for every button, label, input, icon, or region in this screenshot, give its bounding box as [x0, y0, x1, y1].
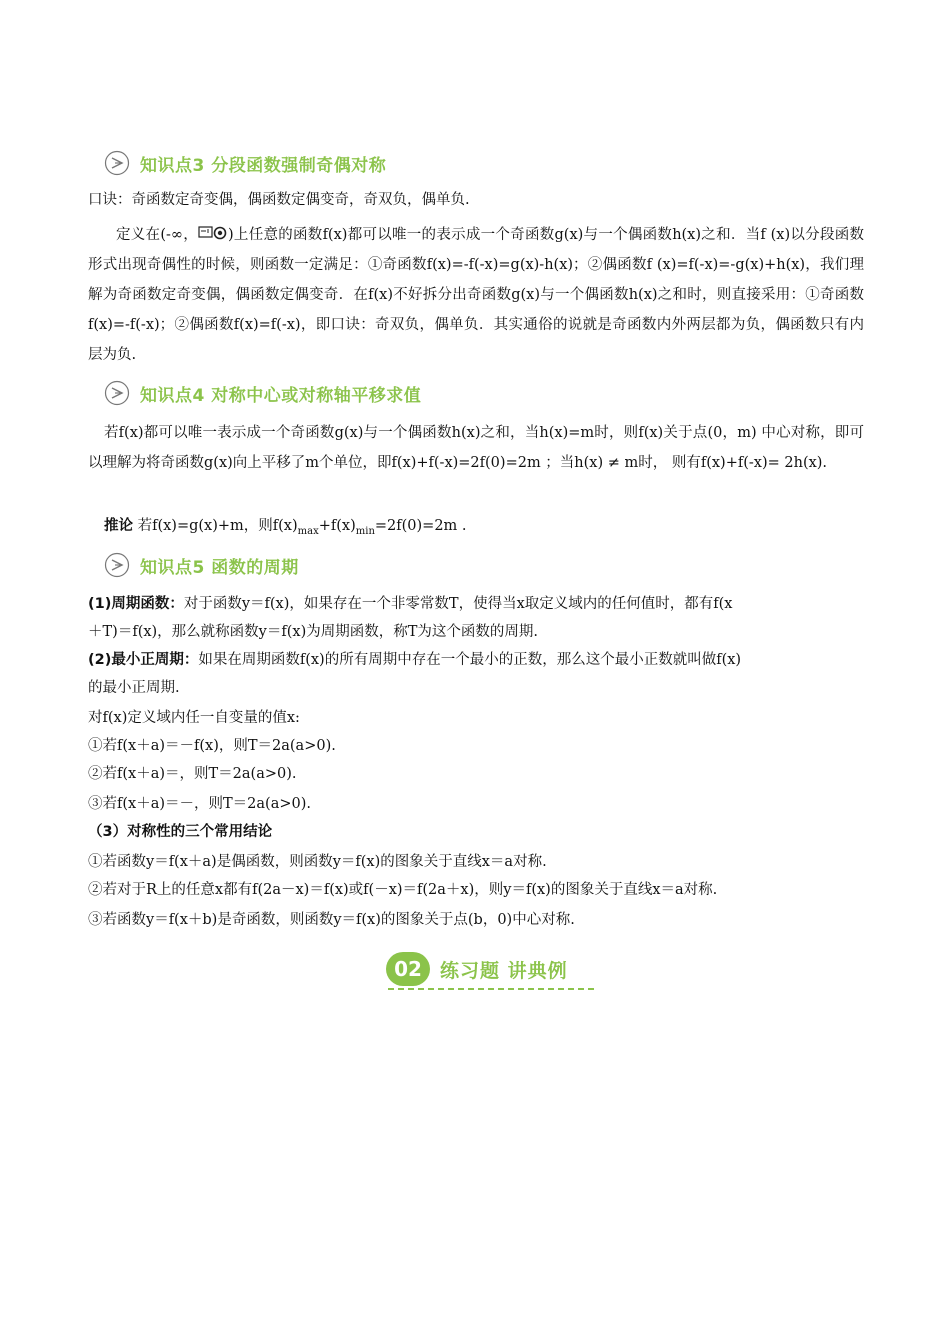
- period-rule-1: ①若f(x＋a)＝－f(x)，则T＝2a(a>0).: [88, 738, 336, 754]
- domain-note: 对f(x)定义域内任一自变量的值x:: [88, 710, 300, 726]
- section-4-title: 知识点4 对称中心或对称轴平移求值: [140, 385, 422, 406]
- period-rule-2: ②若f(x＋a)＝，则T＝2a(a>0).: [88, 766, 297, 782]
- symmetry-heading: （3）对称性的三个常用结论: [88, 824, 273, 840]
- arrow-circle-icon: [104, 552, 130, 578]
- arrow-circle-icon: [104, 380, 130, 406]
- badge-underline: [388, 988, 594, 990]
- symmetry-rule-3: ③若函数y＝f(x＋b)是奇函数，则函数y＝f(x)的图象关于点(b，0)中心对称.: [88, 912, 575, 928]
- period-rule-3: ③若f(x＋a)＝－，则T＝2a(a>0).: [88, 796, 311, 812]
- section-5-title: 知识点5 函数的周期: [140, 557, 299, 578]
- arrow-circle-icon: [104, 150, 130, 176]
- section-3-heading: [104, 148, 386, 178]
- section-4-corollary: 推论 若f(x)=g(x)+m，则$f(x)_{max}+f(x)_{min}=2f(0)=2m$ .: [104, 518, 467, 537]
- formula-image-icon: [198, 226, 228, 240]
- badge-title: 练习题 讲典例: [440, 959, 568, 982]
- section-4-paragraph: 若f(x)都可以唯一表示成一个奇函数g(x)与一个偶函数h(x)之和，当h(x)=m时，则f(x)关于点(0，m) 中心对称，即可以理解为将奇函数g(x)向上平移了m个单位，即f(x)+f(-x)=2f(0)=2m ；当h(x) ≠ m时， 则有f(x)+f(-x)= 2h(x).: [88, 425, 864, 471]
- section-3-paragraph-rest: )上任意的函数f(x)都可以唯一的表示成一个奇函数g(x)与一个偶函数h(x)之和．当f (x)以分段函数形式出现奇偶性的时候，则函数一定满足：①奇函数f(x)=-f(-x)=g(x)-h(x)；②偶函数f (x)=f(-x)=-g(x)+h(x)，我们理解为奇函数定奇变偶，偶函数定偶变奇．在f(x)不好拆分出奇函数g(x)与一个偶函数h(x)之和时，则直接采用：①奇函数f(x)=-f(-x)；②偶函数f(x)=f(-x)，即口诀：奇双负，偶单负．其实通俗的说就是奇函数内外两层都为负，偶函数只有内层为负.: [88, 227, 864, 363]
- period-definition-line-1: (1)周期函数：对于函数y＝f(x)，如果存在一个非零常数T，使得当x取定义域内的任何值时，都有f(x: [88, 596, 733, 612]
- section-3-paragraph: [88, 220, 864, 370]
- symmetry-rule-1: ①若函数y＝f(x＋a)是偶函数，则函数y＝f(x)的图象关于直线x＝a对称.: [88, 854, 547, 870]
- practice-section-badge: [386, 952, 568, 986]
- badge-number: 02: [386, 952, 430, 986]
- period-definition-line-2: ＋T)＝f(x)，那么就称函数y＝f(x)为周期函数，称T为这个函数的周期.: [88, 624, 539, 640]
- section-4-heading: [104, 378, 421, 408]
- corollary-label: 推论: [104, 518, 133, 534]
- section-3-rhyme: 口诀：奇函数定奇变偶，偶函数定偶变奇，奇双负，偶单负.: [88, 192, 470, 208]
- section-3-paragraph-start: 定义在(-∞，: [116, 227, 198, 243]
- min-period-line-1: (2)最小正周期：如果在周期函数f(x)的所有周期中存在一个最小的正数，那么这个最小正数就叫做f(x): [88, 652, 742, 668]
- section-3-title: 知识点3 分段函数强制奇偶对称: [140, 155, 387, 176]
- section-5-heading: [104, 550, 299, 580]
- symmetry-rule-2: ②若对于R上的任意x都有f(2a－x)＝f(x)或f(－x)＝f(2a＋x)，则y＝f(x)的图象关于直线x＝a对称.: [88, 882, 718, 898]
- min-period-line-2: 的最小正周期.: [88, 680, 180, 696]
